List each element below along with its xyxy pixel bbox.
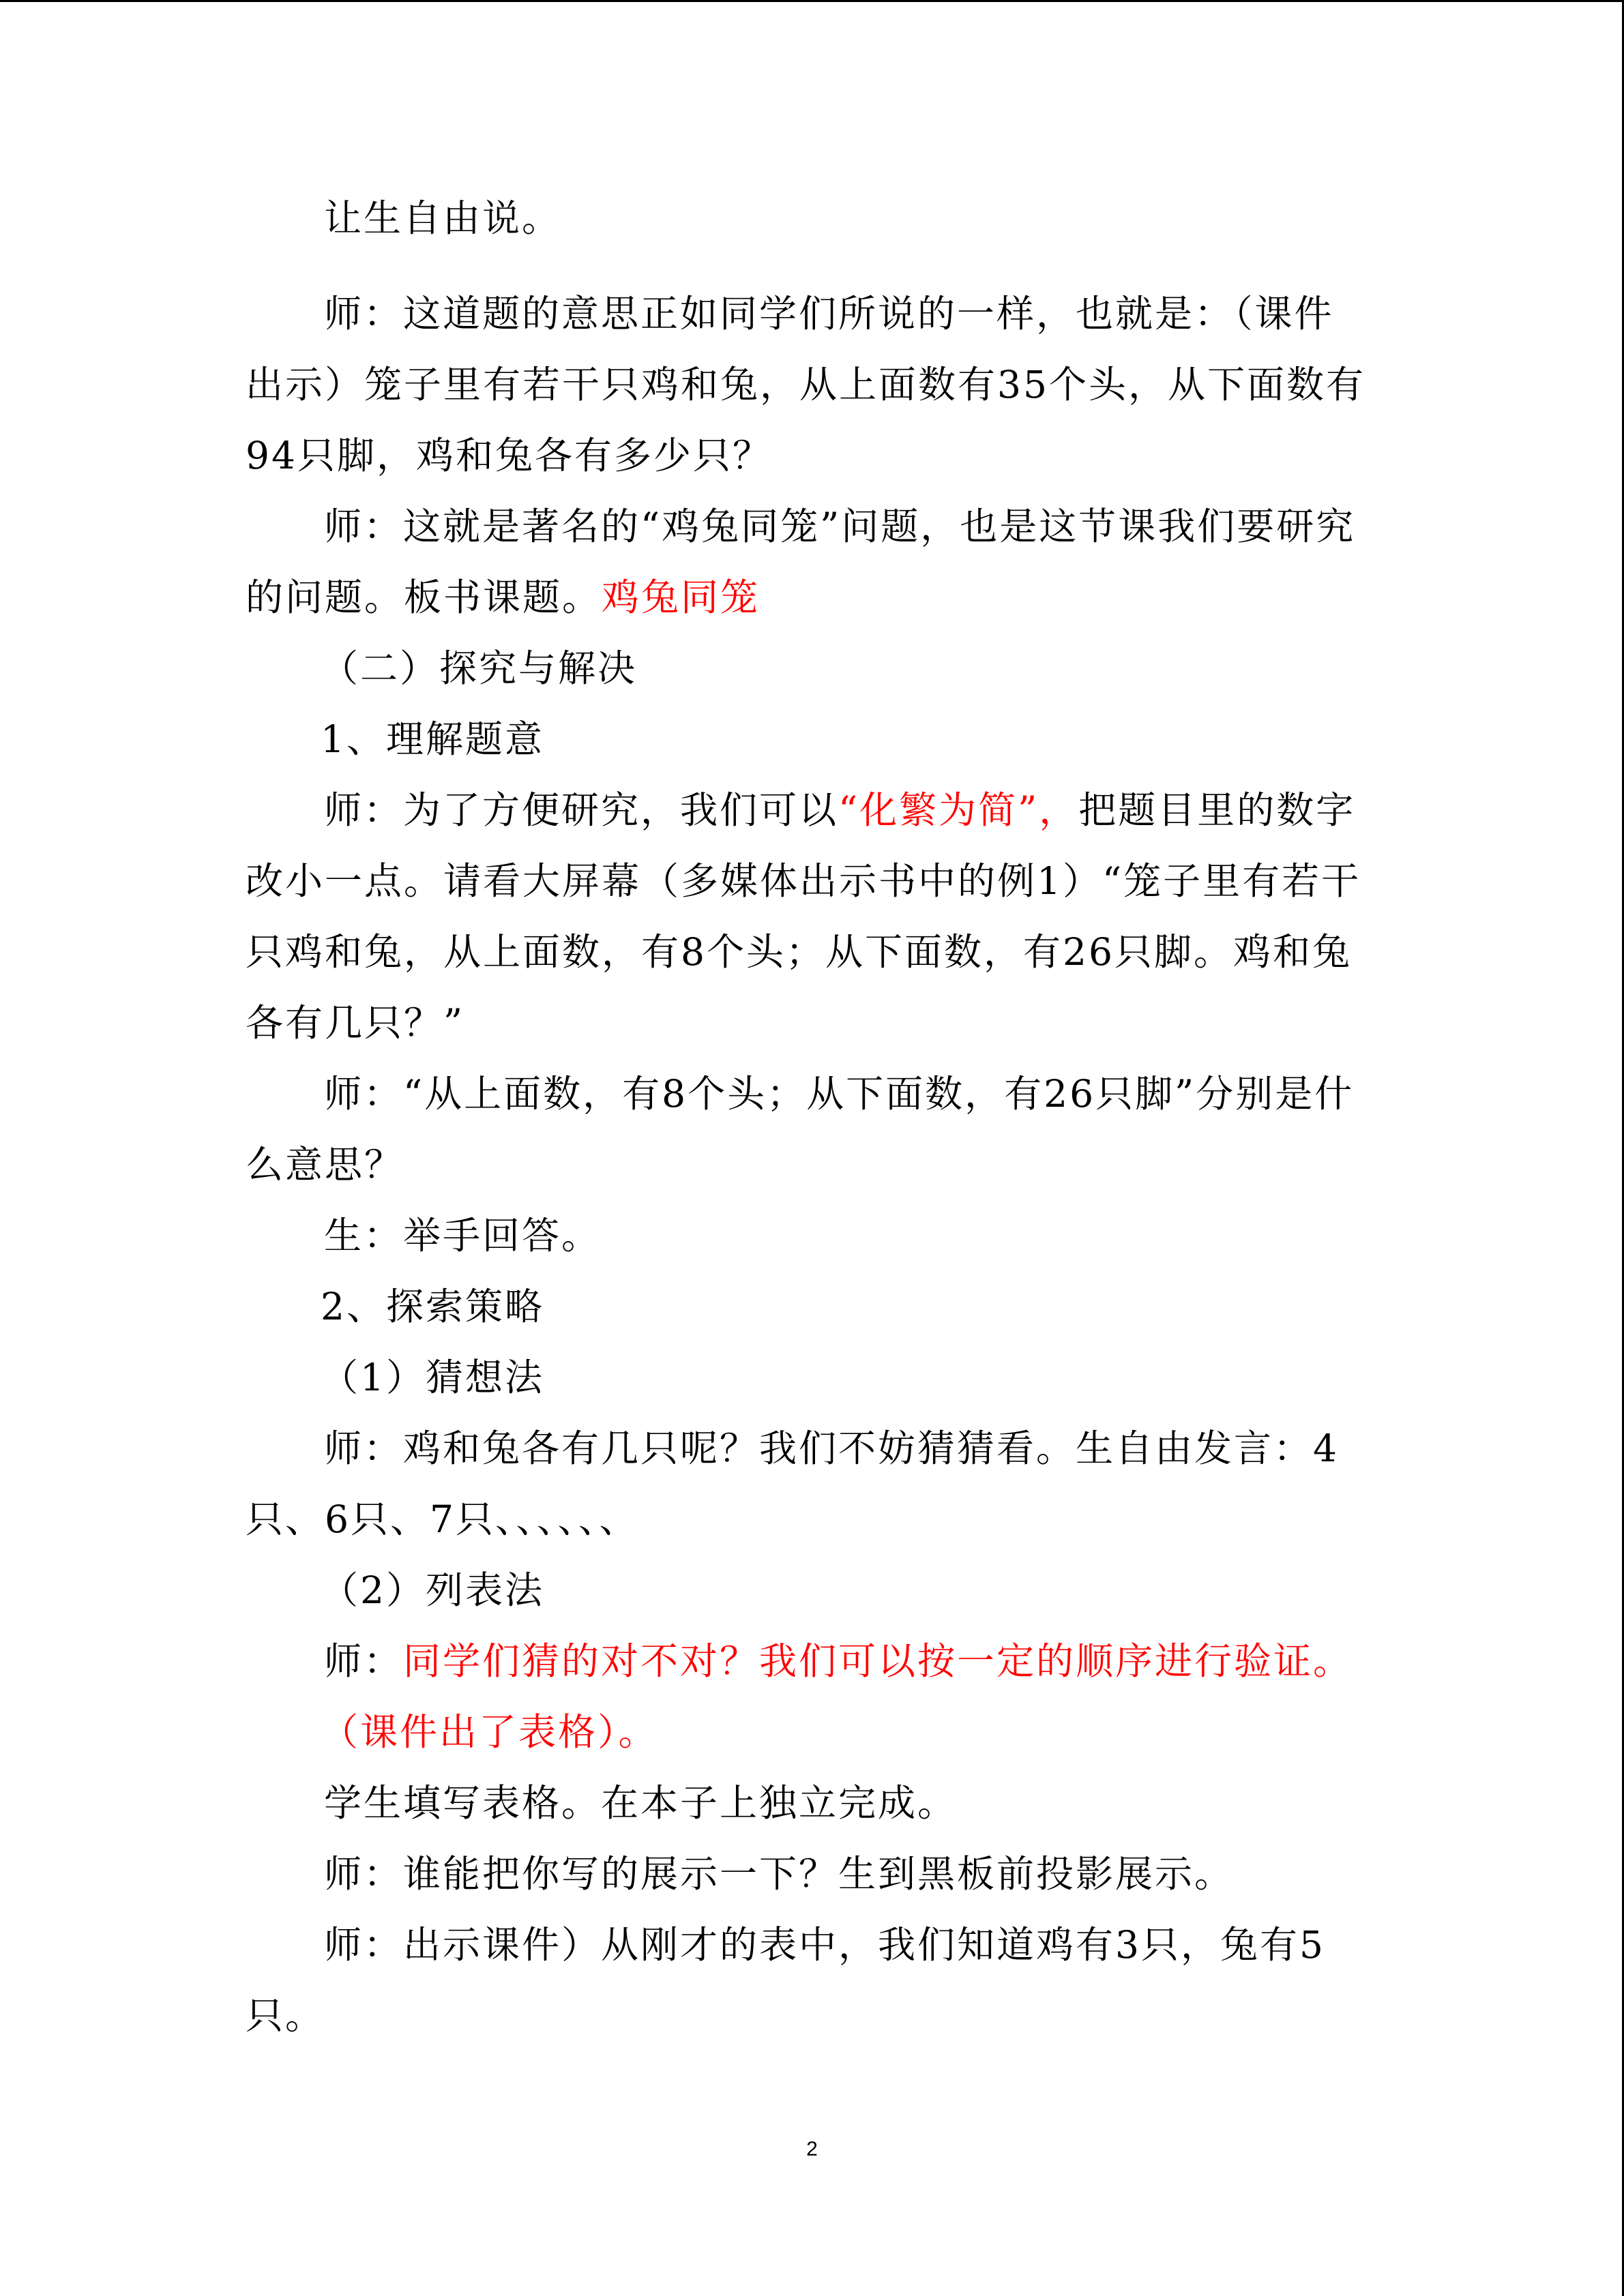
paragraph-8: 生：举手回答。: [324, 1214, 602, 1257]
paragraph-2: 师：这道题的意思正如同学们所说的一样，也就是：（课件出示）笼子里有若干只鸡和兔，从上面数有35个头，从下面数有94只脚，鸡和兔各有多少只？: [246, 292, 1365, 477]
paragraph-14-courseware-note: （课件出了表格）。: [321, 1710, 658, 1754]
paragraph-1: 让生自由说。: [324, 196, 562, 240]
paragraph-16: 师：谁能把你写的展示一下？生到黑板前投影展示。: [324, 1852, 1235, 1896]
page-number: 2: [806, 2138, 818, 2160]
paragraph-3-text: 师：这就是著名的“鸡兔同笼”问题，也是这节课我们要研究的问题。板书课题。: [246, 505, 1356, 619]
paragraph-3-highlight: 鸡兔同笼: [602, 576, 761, 619]
paragraph-6-text-b: 把题目里的数字改小一点。请看大屏幕（多媒体出示书中的例1）“笼子里有若干只鸡和兔，从上面数，有8个头；从下面数，有26只脚。鸡和兔各有几只？”: [246, 788, 1361, 1045]
subheading-table-method: （2）列表法: [321, 1568, 544, 1612]
paragraph-13-text: 师：: [324, 1639, 404, 1683]
paragraph-6-text-a: 师：为了方便研究，我们可以: [324, 788, 839, 832]
paragraph-17: 师：出示课件）从刚才的表中，我们知道鸡有3只，兔有5只。: [246, 1923, 1325, 2038]
paragraph-15: 学生填写表格。在本子上独立完成。: [324, 1781, 958, 1825]
paragraph-13-highlight: 同学们猜的对不对？我们可以按一定的顺序进行验证。: [403, 1639, 1353, 1683]
paragraph-6-highlight: “化繁为简”，: [838, 788, 1079, 832]
subheading-understand: 1、理解题意: [321, 717, 544, 761]
paragraph-13: [246, 1626, 1371, 1697]
paragraph-7: 师：“从上面数，有8个头；从下面数，有26只脚”分别是什么意思？: [246, 1072, 1355, 1187]
paragraph-3: [246, 491, 1371, 633]
subheading-guess-method: （1）猜想法: [321, 1356, 544, 1399]
paragraph-6: [246, 775, 1371, 1058]
paragraph-11: 师：鸡和兔各有几只呢？我们不妨猜猜看。生自由发言：4只、6只、7只、、、、、、: [246, 1427, 1339, 1541]
section-heading-explore: （二）探究与解决: [321, 646, 638, 690]
subheading-strategy: 2、探索策略: [321, 1285, 544, 1328]
